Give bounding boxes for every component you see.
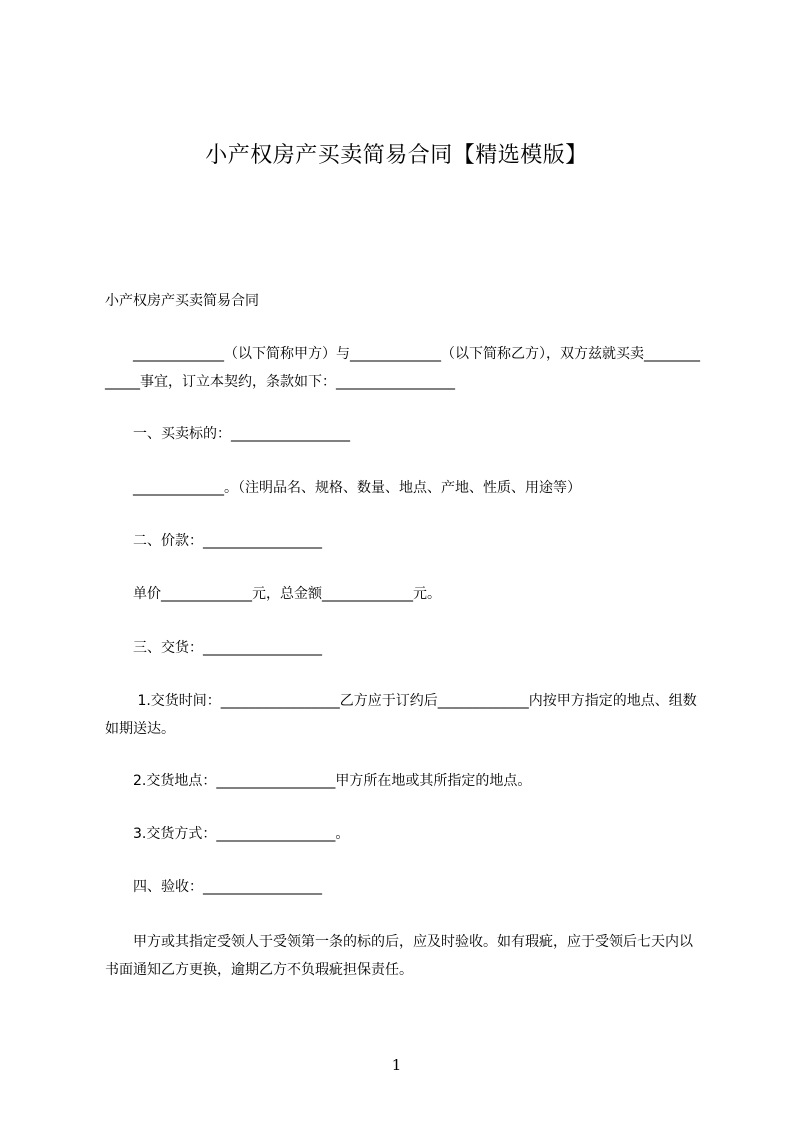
contract-subtitle: 小产权房产买卖简易合同 [105, 293, 259, 309]
delivery-time-clause: 1.交货时间：_________________乙方应于订约后_____________内按甲方指定的地点、组数如期送达。 [105, 693, 697, 737]
section-2-detail: 单价_____________元，总金额_____________元。 [105, 586, 441, 602]
page-number: 1 [391, 1056, 402, 1074]
section-3-heading: 三、交货：_________________ [105, 640, 322, 656]
document-title: 小产权房产买卖简易合同【精选模版】 [205, 143, 588, 168]
parties-clause: _____________（以下简称甲方）与_____________（以下简称乙方），双方兹就买卖_____________事宜，订立本契约，条款如下：_________________ [105, 346, 700, 390]
section-1-detail: _____________。（注明品名、规格、数量、地点、产地、性质、用途等） [105, 480, 581, 496]
section-2-heading: 二、价款：_________________ [105, 533, 322, 549]
inspection-clause: 甲方或其指定受领人于受领第一条的标的后，应及时验收。如有瑕疵，应于受领后七天内以书面通知乙方更换，逾期乙方不负瑕疵担保责任。 [105, 934, 693, 978]
section-4-heading: 四、验收：_________________ [105, 879, 322, 895]
delivery-method-clause: 3.交货方式：_________________。 [105, 826, 350, 842]
delivery-place-clause: 2.交货地点：_________________甲方所在地或其所指定的地点。 [105, 773, 532, 789]
section-1-heading: 一、买卖标的：_________________ [105, 426, 350, 442]
